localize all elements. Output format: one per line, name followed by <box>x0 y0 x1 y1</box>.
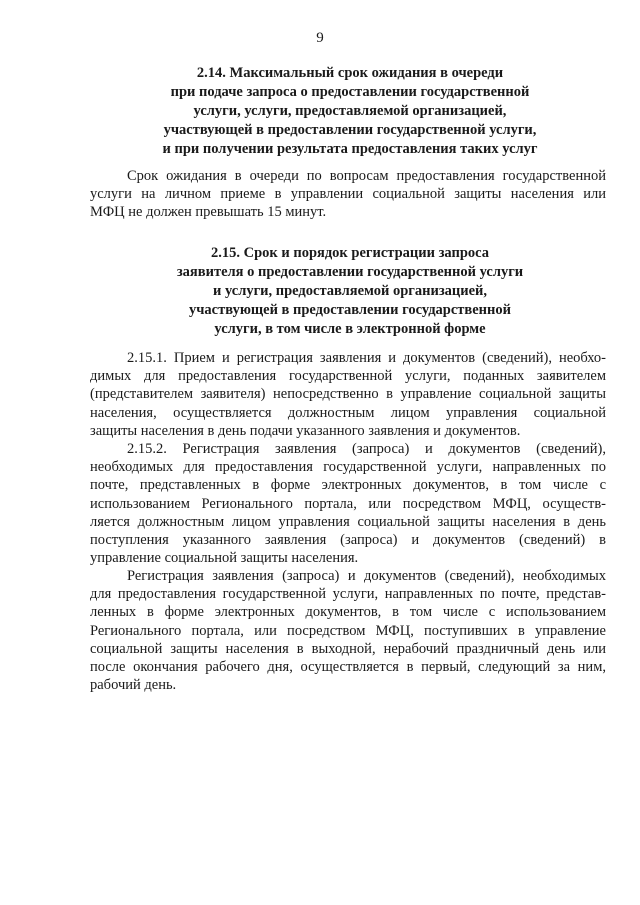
text-line: поступления указанного заявления (запроса) и документов (сведений) в <box>90 532 606 549</box>
text-line: для предоставления государственной услуги, направленных по почте, представ- <box>90 586 606 603</box>
text-line: Регистрация заявления (запроса) и документов (сведений), необходимых <box>127 568 606 584</box>
text-line: почте, представленных в форме электронных документов, в том числе с <box>90 477 606 494</box>
text-line: МФЦ не должен превышать 15 минут. <box>90 204 327 221</box>
heading-line: 2.15. Срок и порядок регистрации запроса <box>210 245 490 261</box>
paragraph-2-15-1 <box>90 349 606 440</box>
text-line: (представителем заявителя) непосредственно в управление социальной защиты <box>90 386 606 403</box>
page-number: 9 <box>316 30 324 46</box>
text-line: Регионального портала, или посредством МФЦ, поступивших в управление <box>90 622 606 639</box>
section-2-14-paragraph <box>90 167 606 222</box>
text-line: защиты населения в день подачи указанного заявления и документов. <box>90 422 521 439</box>
text-line: использованием Регионального портала, или посредством МФЦ, осуществ- <box>90 495 606 512</box>
paragraph-2-15-2 <box>90 440 606 567</box>
text-line: рабочий день. <box>90 677 177 694</box>
heading-line: 2.14. Максимальный срок ожидания в очереди <box>196 65 504 81</box>
heading-line: и услуги, предоставляемой организацией, <box>212 283 488 299</box>
text-line: ленных в форме электронных документов, в том числе с использованием <box>90 604 606 621</box>
heading-line: при подаче запроса о предоставлении государственной <box>170 84 530 100</box>
text-line: управление социальной защиты населения. <box>90 550 359 567</box>
heading-line: услуги, услуги, предоставляемой организацией, <box>193 103 507 119</box>
section-2-14-heading <box>90 64 610 159</box>
heading-line: участвующей в предоставлении государственной <box>189 302 511 318</box>
text-line: ляется должностным лицом управления социальной защиты населения в день <box>90 513 606 530</box>
text-line: социальной защиты населения в выходной, нерабочий праздничный день или <box>90 640 606 657</box>
heading-line: и при получении результата предоставления таких услуг <box>162 141 538 157</box>
text-line: 2.15.1. Прием и регистрация заявления и документов (сведений), необхо- <box>127 350 606 366</box>
text-line: населения, осуществляется должностным лицом управления социальной <box>90 404 606 421</box>
text-line: необходимых для предоставления государственной услуги, направленных по <box>90 459 606 476</box>
text-line: после окончания рабочего дня, осуществляется в первый, следующий за ним, <box>90 659 606 676</box>
text-line: димых для предоставления государственной услуги, поданных заявителем <box>90 368 606 385</box>
text-line: Срок ожидания в очереди по вопросам предоставления государственной <box>127 168 606 184</box>
heading-line: услуги, в том числе в электронной форме <box>214 321 486 337</box>
text-line: 2.15.2. Регистрация заявления (запроса) и документов (сведений), <box>127 441 606 457</box>
section-2-15-heading <box>90 244 610 339</box>
text-line: услуги на личном приеме в управлении социальной защиты населения или <box>90 186 606 203</box>
heading-line: участвующей в предоставлении государственной услуги, <box>163 122 537 138</box>
paragraph-registration-after-hours <box>90 567 606 694</box>
heading-line: заявителя о предоставлении государственной услуги <box>176 264 524 280</box>
